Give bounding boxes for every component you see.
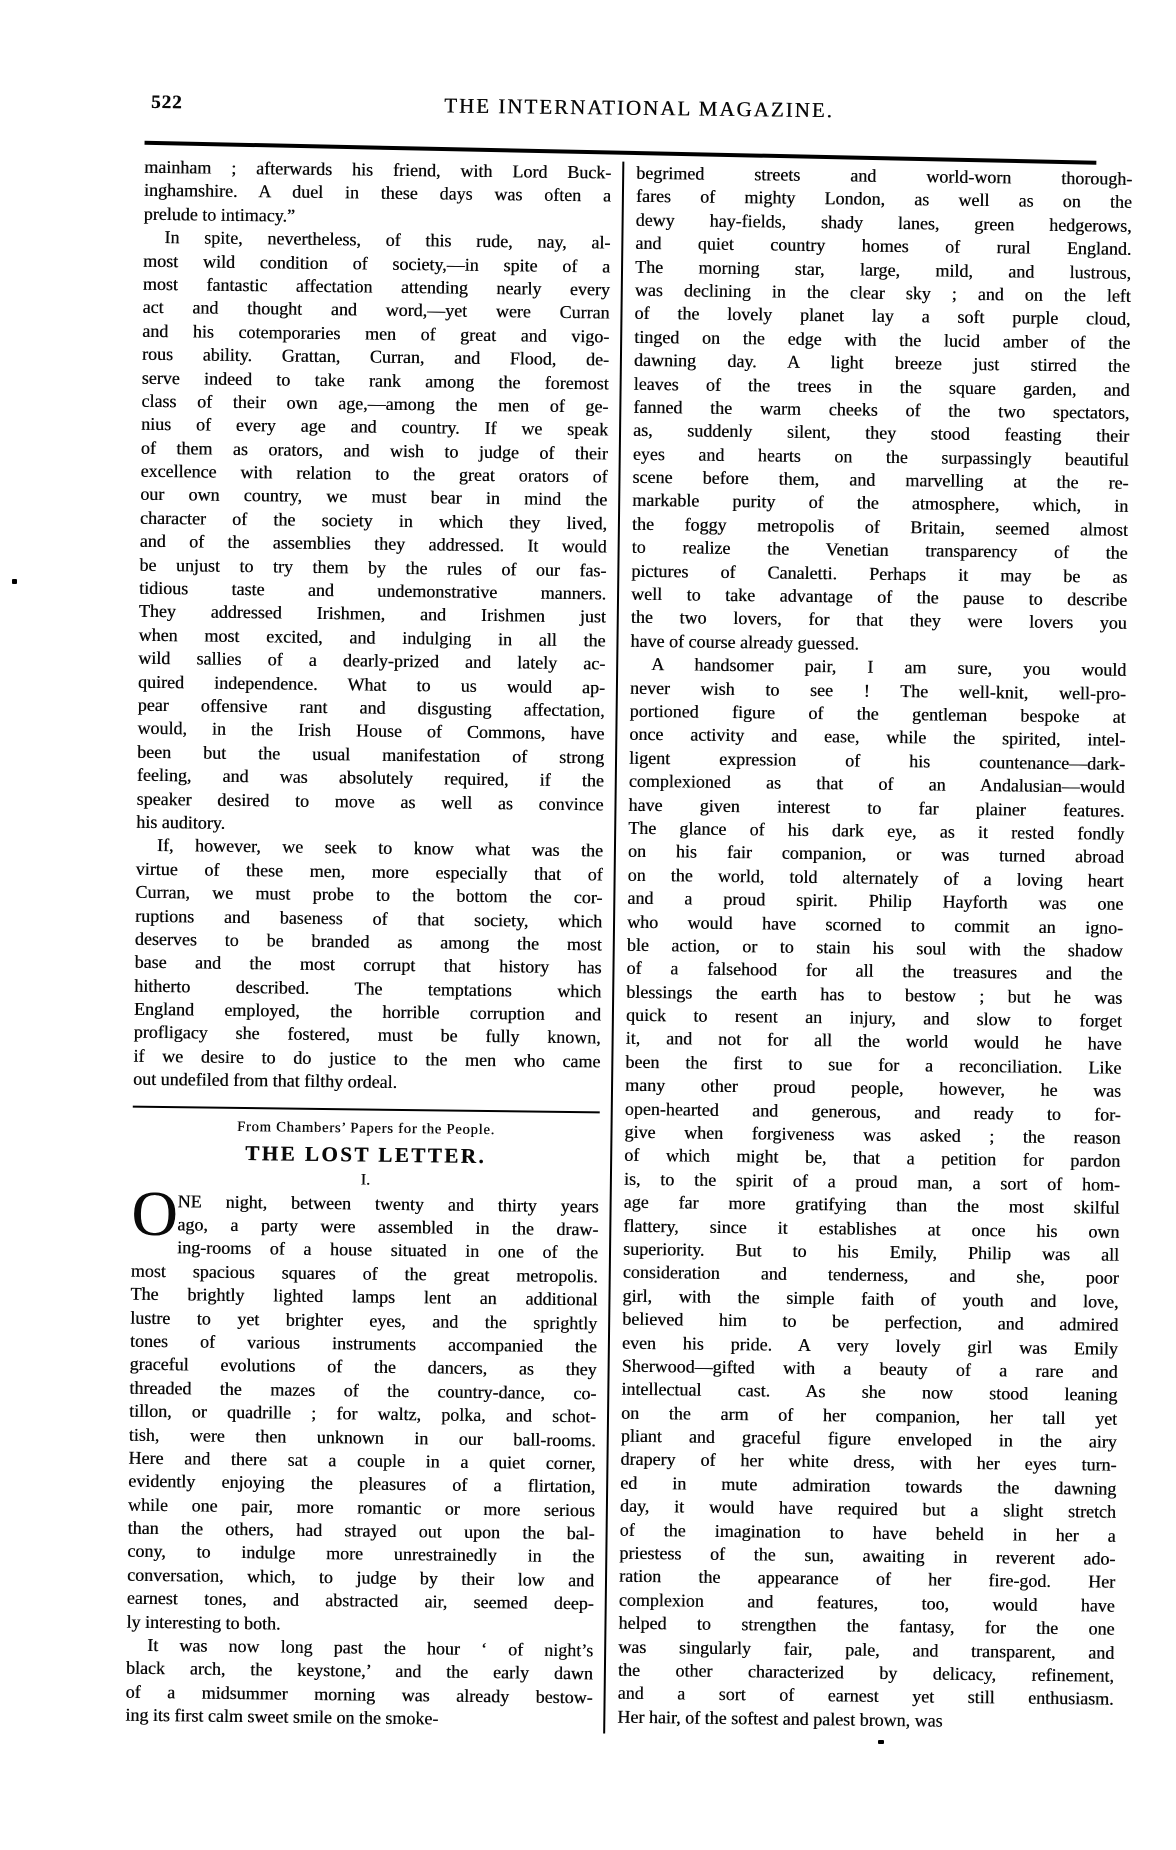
text-line: helped to strengthen the fantasy, for the one [618,1612,1115,1639]
text-line: the two lovers, for that they were lovers you [630,607,1127,634]
text-line: intellectual cast. As she now stood leaning [621,1378,1118,1406]
text-line: quick to resent an injury, and slow to forget [625,1004,1123,1031]
text-line: is, to the spirit of a proud man, a sort of hom- [623,1168,1121,1195]
ink-speck [12,579,17,584]
section-source: From Chambers’ Papers for the People. [236,1118,496,1138]
text-line: of which might be, that a petition for pardon [624,1145,1121,1172]
paragraph [125,1634,593,1733]
text-line: earnest tones, and abstracted air, seemed deep- [126,1587,594,1614]
text-line: It was now long past the hour ‘ of night’s [147,1634,594,1661]
text-line: ed in mute admiration towards the dawning [620,1472,1117,1499]
chapter-numeral: I. [360,1171,371,1189]
story-text [125,1177,599,1733]
text-line: was declining in the clear sky ; and on the left [634,279,1131,306]
text-line: when most excited, and indulging in all the [138,624,606,651]
text-line: wild sallies of a dearly-prized and lately ac- [138,647,606,674]
text-line: complexioned as that of an Andalusian—would [628,770,1125,797]
text-line: dawning day. A light breeze just stirred the [633,349,1131,376]
text-line: have given interest to far plainer features. [628,794,1125,821]
text-line: cony, to indulge more unrestrainedly in the [127,1541,595,1567]
text-line: NE night, between twenty and thirty years [177,1190,599,1217]
text-line: Her hair, of the softest and palest brown, was [617,1706,943,1731]
text-line: consideration and tenderness, and she, poor [622,1262,1119,1289]
text-line: conversation, which, to judge by their low and [126,1564,595,1591]
text-line: excellence with relation to the great orators of [140,460,608,487]
text-line: threaded the mazes of the country-dance, co- [129,1377,597,1404]
text-line: Curran, we must probe to the bottom the cor- [135,881,603,908]
text-line: England employed, the horrible corruption and [133,998,602,1025]
text-line: age far more gratifying than the most skilful [623,1191,1120,1218]
text-line: The glance of his dark eye, as it rested fondly [628,817,1125,844]
text-line: graceful evolutions of the dancers, as they [129,1354,597,1380]
text-line: nius of every age and country. If we speak [140,414,609,440]
drop-cap: O [131,1177,179,1249]
text-line: ago, a party were assembled in the draw- [177,1214,599,1240]
section-divider-rule [133,1105,600,1113]
text-line: tidious taste and undemonstrative manners. [138,577,607,604]
text-line: complexion and features, too, would have [618,1589,1115,1616]
text-line: as, suddenly silent, they stood feasting their [632,420,1130,447]
text-line: and a proud spirit. Philip Hayforth was one [627,887,1124,914]
text-line: deserves to be branded as among the most [134,928,602,955]
text-line: his auditory. [136,811,226,833]
text-line: rous ability. Grattan, Curran, and Flood, de- [141,343,610,370]
text-line: ble action, or to stain his soul with the shadow [626,934,1123,961]
text-line: fares of mighty London, as well as on the [635,186,1133,213]
text-line: most spacious squares of the great metropolis. [130,1260,598,1287]
text-line: it, and not for all the world would he have [625,1028,1122,1055]
text-line: and his cotemporaries men of great and vigo- [142,320,610,347]
text-line: pictures of Canaletti. Perhaps it may be as [631,560,1128,587]
text-line: priestess of the sun, awaiting in reverent ado- [619,1542,1116,1569]
paragraph [133,834,603,1097]
text-line: than the others, had strayed out upon the bal- [127,1517,595,1544]
text-line: would, in the Irish House of Commons, have [137,718,605,744]
text-line: tillon, or quadrille ; for waltz, polka, and schot- [128,1400,597,1427]
text-line: tones of various instruments accompanied the [129,1330,598,1357]
text-line: of a falsehood for all the treasures and the [626,957,1123,985]
text-line: of a midsummer morning was already bestow- [125,1681,593,1708]
text-line: ly interesting to both. [126,1611,281,1634]
text-line: If, however, we seek to know what was the [156,835,604,861]
text-line: Here and there sat a couple in a quiet corner, [128,1447,596,1474]
text-line: flattery, since it establishes at once his own [623,1215,1120,1242]
text-line: speaker desired to move as well as convince [136,788,604,814]
text-line: well to take advantage of the pause to describe [630,583,1128,610]
text-line: lustre to yet brighter eyes, and the sprightly [130,1307,598,1333]
text-line: The brightly lighted lamps lent an additional [130,1283,598,1310]
text-line: on the world, told alternately of a loving heart [627,864,1124,891]
text-line: been but the usual manifestation of strong [136,741,605,768]
text-line: quired independence. What to us would ap- [137,671,606,698]
text-line: give when forgiveness was asked ; the reason [624,1121,1121,1148]
text-line: begrimed streets and world-worn thorough- [636,162,1133,189]
paragraph [136,226,610,840]
text-line: out undefiled from that filthy ordeal. [132,1068,398,1093]
paragraph [126,1177,599,1639]
text-line: girl, with the simple faith of youth and love, [622,1285,1119,1312]
article-end-text [133,156,611,1097]
page-content [124,86,1135,1818]
text-line: A handsomer pair, I am sure, you would [651,654,1127,680]
text-line: feeling, and was absolutely required, if the [136,764,604,791]
text-line: virtue of these men, more especially that of [135,858,603,885]
text-line: markable purity of the atmosphere, which, in [632,490,1129,517]
text-line: on the arm of her companion, her tall yet [620,1402,1118,1429]
text-line: of them as orators, and wish to judge of their [140,437,608,464]
text-line: ruptions and baseness of that society, which [134,905,603,931]
text-line: drapery of her white dress, with her eyes turn- [620,1449,1117,1476]
text-line: be unjust to try them by the rules of our fas- [139,554,607,581]
paragraph [630,162,1132,659]
text-line: the foggy metropolis of Britain, seemed almost [631,513,1129,540]
text-line: most wild condition of society,—in spite of a [142,250,611,277]
text-line: the other characterized by delicacy, refinement, [617,1659,1115,1686]
text-line: Sherwood—gifted with a beauty of a rare and [621,1355,1118,1382]
text-line: dewy hay-fields, shady lanes, green hedgerows, [635,209,1132,236]
two-column-text [125,156,1132,1740]
text-line: our own country, we must bear in mind the [140,484,608,510]
text-line: once activity and ease, while the spirited, intel- [629,724,1126,751]
text-line: was singularly fair, pale, and transparent, and [618,1636,1115,1663]
text-line: superiority. But to his Emily, Philip was all [622,1238,1120,1265]
text-line: mainham ; afterwards his friend, with Lord Buck- [144,156,612,183]
text-line: on his fair companion, or was turned abroad [627,841,1125,868]
text-line: ration the appearance of her fire-god. Her [618,1566,1116,1593]
paragraph [617,653,1126,1735]
text-line: if we desire to do justice to the men who came [133,1045,601,1072]
magazine-title: THE INTERNATIONAL MAGAZINE. [444,93,835,123]
text-line: tish, were then unknown in our ball-rooms. [128,1424,596,1450]
story-title: THE LOST LETTER. [245,1140,487,1168]
text-line: even his pride. A very lovely girl was Emily [621,1332,1119,1359]
text-line: many other proud people, however, he was [624,1074,1122,1101]
left-column [125,156,611,1733]
text-line: serve indeed to take rank among the foremost [141,367,609,393]
text-line: and of the assemblies they addressed. It would [139,530,607,557]
text-line: have of course already guessed. [630,630,860,654]
text-line: while one pair, more romantic or more serious [127,1494,596,1521]
text-line: tinged on the edge with the lucid amber of the [634,326,1131,353]
text-line: prelude to intimacy.” [143,203,296,226]
text-line: ing its first calm sweet smile on the smoke- [125,1704,439,1729]
text-line: black arch, the keystone,’ and the early dawn [125,1658,594,1684]
text-line: base and the most corrupt that history has [134,951,602,978]
story-text-continued [617,162,1132,1735]
text-line: scene before them, and marvelling at the re- [632,466,1129,493]
paragraph [144,156,612,232]
text-line: of the lovely planet lay a soft purple cloud, [634,303,1131,330]
text-line: open-hearted and generous, and ready to for- [624,1098,1121,1125]
text-line: inghamshire. A duel in these days was often a [143,180,612,206]
text-line: who would have scorned to commit an igno- [626,911,1124,938]
text-line: pear offensive rant and disgusting affectation, [137,694,605,721]
text-line: leaves of the trees in the square garden, and [633,373,1130,400]
text-line: pliant and graceful figure enveloped in the airy [620,1425,1117,1452]
text-line: The morning star, large, mild, and lustrous, [634,256,1132,283]
text-line: They addressed Irishmen, and Irishmen just [138,601,606,627]
text-line: In spite, nevertheless, of this rude, nay, al- [164,227,611,253]
text-line: of the imagination to have beheld in her a [619,1519,1116,1546]
text-line: eyes and hearts on the surpassingly beautiful [632,443,1129,470]
text-line: profligacy she fostered, must be fully known, [133,1022,601,1048]
text-line: ligent expression of his countenance—dark- [628,747,1126,774]
text-line: evidently enjoying the pleasures of a flirtation, [128,1470,596,1497]
text-line: never wish to see ! The well-knit, well-pro- [629,677,1127,704]
text-line: day, it would have required but a slight stretch [619,1495,1117,1522]
text-line: blessings the earth has to bestow ; but he was [626,981,1123,1008]
text-line: fanned the warm cheeks of the two spectators, [633,396,1130,423]
text-line: act and thought and word,—yet were Curran [142,297,610,323]
text-line: most fantastic affectation attending nearly every [142,273,610,300]
page-number: 522 [150,91,183,114]
right-column [617,162,1132,1740]
text-line: and a sort of earnest yet still enthusiasm. [617,1683,1114,1710]
text-line: portioned figure of the gentleman bespoke at [629,700,1126,727]
text-line: ing-rooms of a house situated in one of the [176,1237,599,1263]
text-line: and quiet country homes of rural England. [635,232,1132,259]
text-line: believed him to be perfection, and admired [622,1308,1119,1335]
text-line: to realize the Venetian transparency of the [631,536,1128,564]
text-line: been the first to sue for a reconciliation. Like [625,1051,1122,1078]
text-line: class of their own age,—among the men of ge- [141,390,609,417]
text-line: character of the society in which they lived, [139,507,608,534]
text-line: hitherto described. The temptations which [134,975,602,1002]
